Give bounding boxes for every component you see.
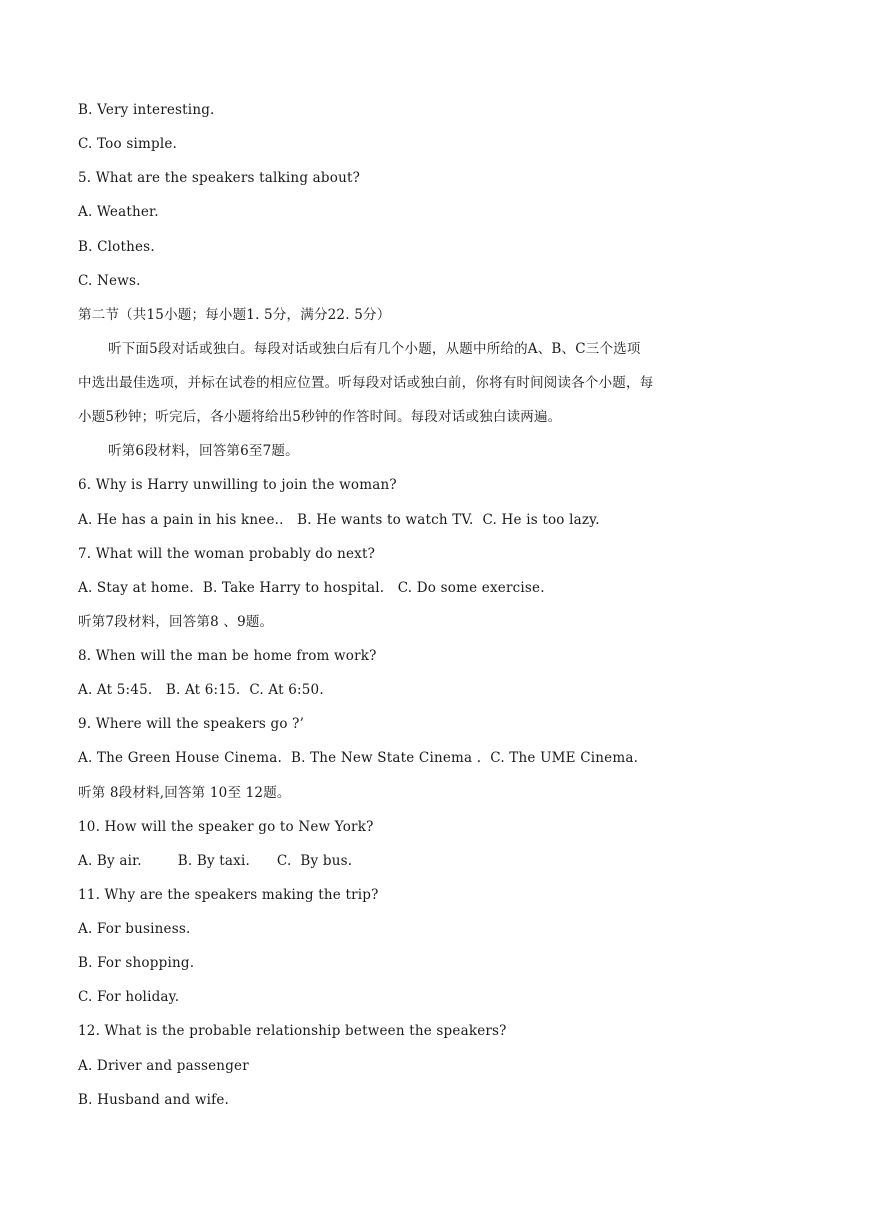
option-5a: A. Weather. — [78, 204, 159, 220]
option-11b: B. For shopping. — [78, 955, 195, 971]
passage-6-heading: 听第6段材料，回答第6至7题。 — [108, 443, 299, 459]
options-10: A. By air. B. By taxi. C. By bus. — [78, 853, 353, 869]
passage-7-heading: 听第7段材料，回答第8 、9题。 — [78, 614, 274, 630]
question-7: 7. What will the woman probably do next? — [78, 546, 376, 562]
option-5c: C. News. — [78, 273, 141, 289]
options-6: A. He has a pain in his knee.. B. He wants to watch TV. C. He is too lazy. — [78, 512, 600, 528]
option-12a: A. Driver and passenger — [78, 1058, 249, 1074]
option-12b: B. Husband and wife. — [78, 1092, 230, 1108]
option-5b: B. Clothes. — [78, 239, 155, 255]
option-11a: A. For business. — [78, 921, 191, 937]
question-5: 5. What are the speakers talking about? — [78, 170, 361, 186]
question-9: 9. Where will the speakers go ?’ — [78, 716, 305, 732]
question-12: 12. What is the probable relationship between the speakers? — [78, 1023, 507, 1039]
question-11: 11. Why are the speakers making the trip? — [78, 887, 379, 903]
instructions-line-2: 中选出最佳选项，并标在试卷的相应位置。听每段对话或独白前，你将有时间阅读各个小题，每 — [78, 375, 654, 391]
passage-8-heading: 听第 8段材料,回答第 10至 12题。 — [78, 785, 291, 801]
option-11c: C. For holiday. — [78, 989, 180, 1005]
question-6: 6. Why is Harry unwilling to join the woman? — [78, 477, 397, 493]
instructions-line-3: 小题5秒钟；听完后，各小题将给出5秒钟的作答时间。每段对话或独白读两遍。 — [78, 409, 562, 425]
options-7: A. Stay at home. B. Take Harry to hospital. C. Do some exercise. — [78, 580, 545, 596]
instructions-line-1: 听下面5段对话或独白。每段对话或独白后有几个小题，从题中所给的A、B、C三个选项 — [108, 341, 641, 357]
section-heading: 第二节（共15小题；每小题1. 5分，满分22. 5分） — [78, 307, 391, 323]
options-8: A. At 5:45. B. At 6:15. C. At 6:50. — [78, 682, 324, 698]
option-4c: C. Too simple. — [78, 136, 178, 152]
question-8: 8. When will the man be home from work? — [78, 648, 377, 664]
option-4b: B. Very interesting. — [78, 102, 215, 118]
question-10: 10. How will the speaker go to New York? — [78, 819, 374, 835]
options-9: A. The Green House Cinema. B. The New State Cinema . C. The UME Cinema. — [78, 750, 639, 766]
